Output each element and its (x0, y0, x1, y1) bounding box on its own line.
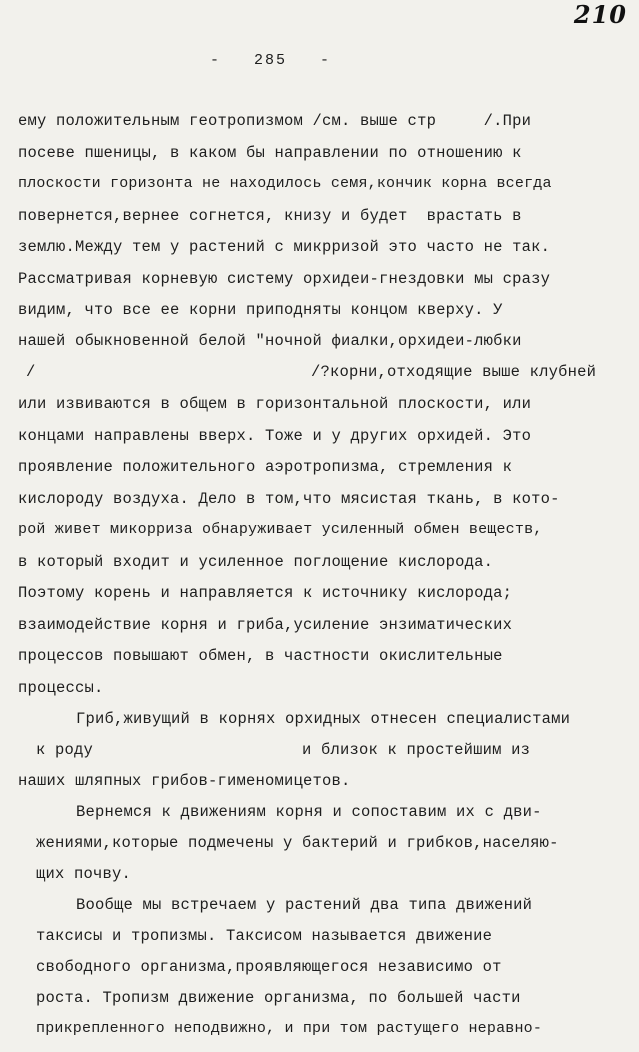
text-line: землю.Между тем у растений с микрризой это часто не так. (18, 238, 551, 256)
text-line: роста. Тропизм движение организма, по большей части (36, 989, 521, 1007)
text-line: взаимодействие корня и гриба,усиление энзиматических (18, 616, 513, 634)
text-line: рой живет микорриза обнаруживает усиленный обмен веществ, (18, 521, 543, 538)
text-line: к роду и близок к простейшим из (36, 741, 531, 759)
text-line: видим, что все ее корни приподняты концом кверху. У (18, 301, 503, 319)
text-line: или извиваются в общем в горизонтальной плоскости, или (18, 395, 532, 413)
text-line: нашей обыкновенной белой "ночной фиалки,орхидеи-любки (18, 332, 522, 350)
text-line: Вообще мы встречаем у растений два типа движений (76, 896, 533, 914)
handwritten-folio-number: 210 (573, 0, 627, 29)
page-number: - 285 - (210, 52, 332, 69)
text-line: щих почву. (36, 865, 132, 883)
text-line: прикрепленного неподвижно, и при том растущего неравно- (36, 1020, 543, 1037)
text-line: таксисы и тропизмы. Таксисом называется движение (36, 927, 493, 945)
text-line: наших шляпных грибов-гименомицетов. (18, 772, 351, 790)
text-line: свободного организма,проявляющегося независимо от (36, 958, 502, 976)
text-line: кислороду воздуха. Дело в том,что мясистая ткань, в кото- (18, 490, 560, 508)
text-line: / /?корни,отходящие выше клубней (26, 363, 597, 381)
text-line: посеве пшеницы, в каком бы направлении по отношению к (18, 144, 522, 162)
text-line: Рассматривая корневую систему орхидеи-гнездовки мы сразу (18, 270, 551, 288)
text-line: повернется,вернее согнется, книзу и будет врастать в (18, 207, 522, 225)
text-line: ему положительным геотропизмом /см. выше стр /.При (18, 112, 532, 130)
text-line: процессов повышают обмен, в частности окислительные (18, 647, 503, 665)
text-line: плоскости горизонта не находилось семя,кончик корна всегда (18, 175, 552, 192)
text-line: Поэтому корень и направляется к источнику кислорода; (18, 584, 513, 602)
text-line: процессы. (18, 679, 104, 697)
text-line: жениями,которые подмечены у бактерий и грибков,населяю- (36, 834, 559, 852)
text-line: проявление положительного аэротропизма, стремления к (18, 458, 513, 476)
text-line: Гриб,живущий в корнях орхидных отнесен специалистами (76, 710, 571, 728)
text-line: в который входит и усиленное поглощение кислорода. (18, 553, 494, 571)
text-line: концами направлены вверх. Тоже и у других орхидей. Это (18, 427, 532, 445)
text-line: Вернемся к движениям корня и сопоставим их с дви- (76, 803, 542, 821)
